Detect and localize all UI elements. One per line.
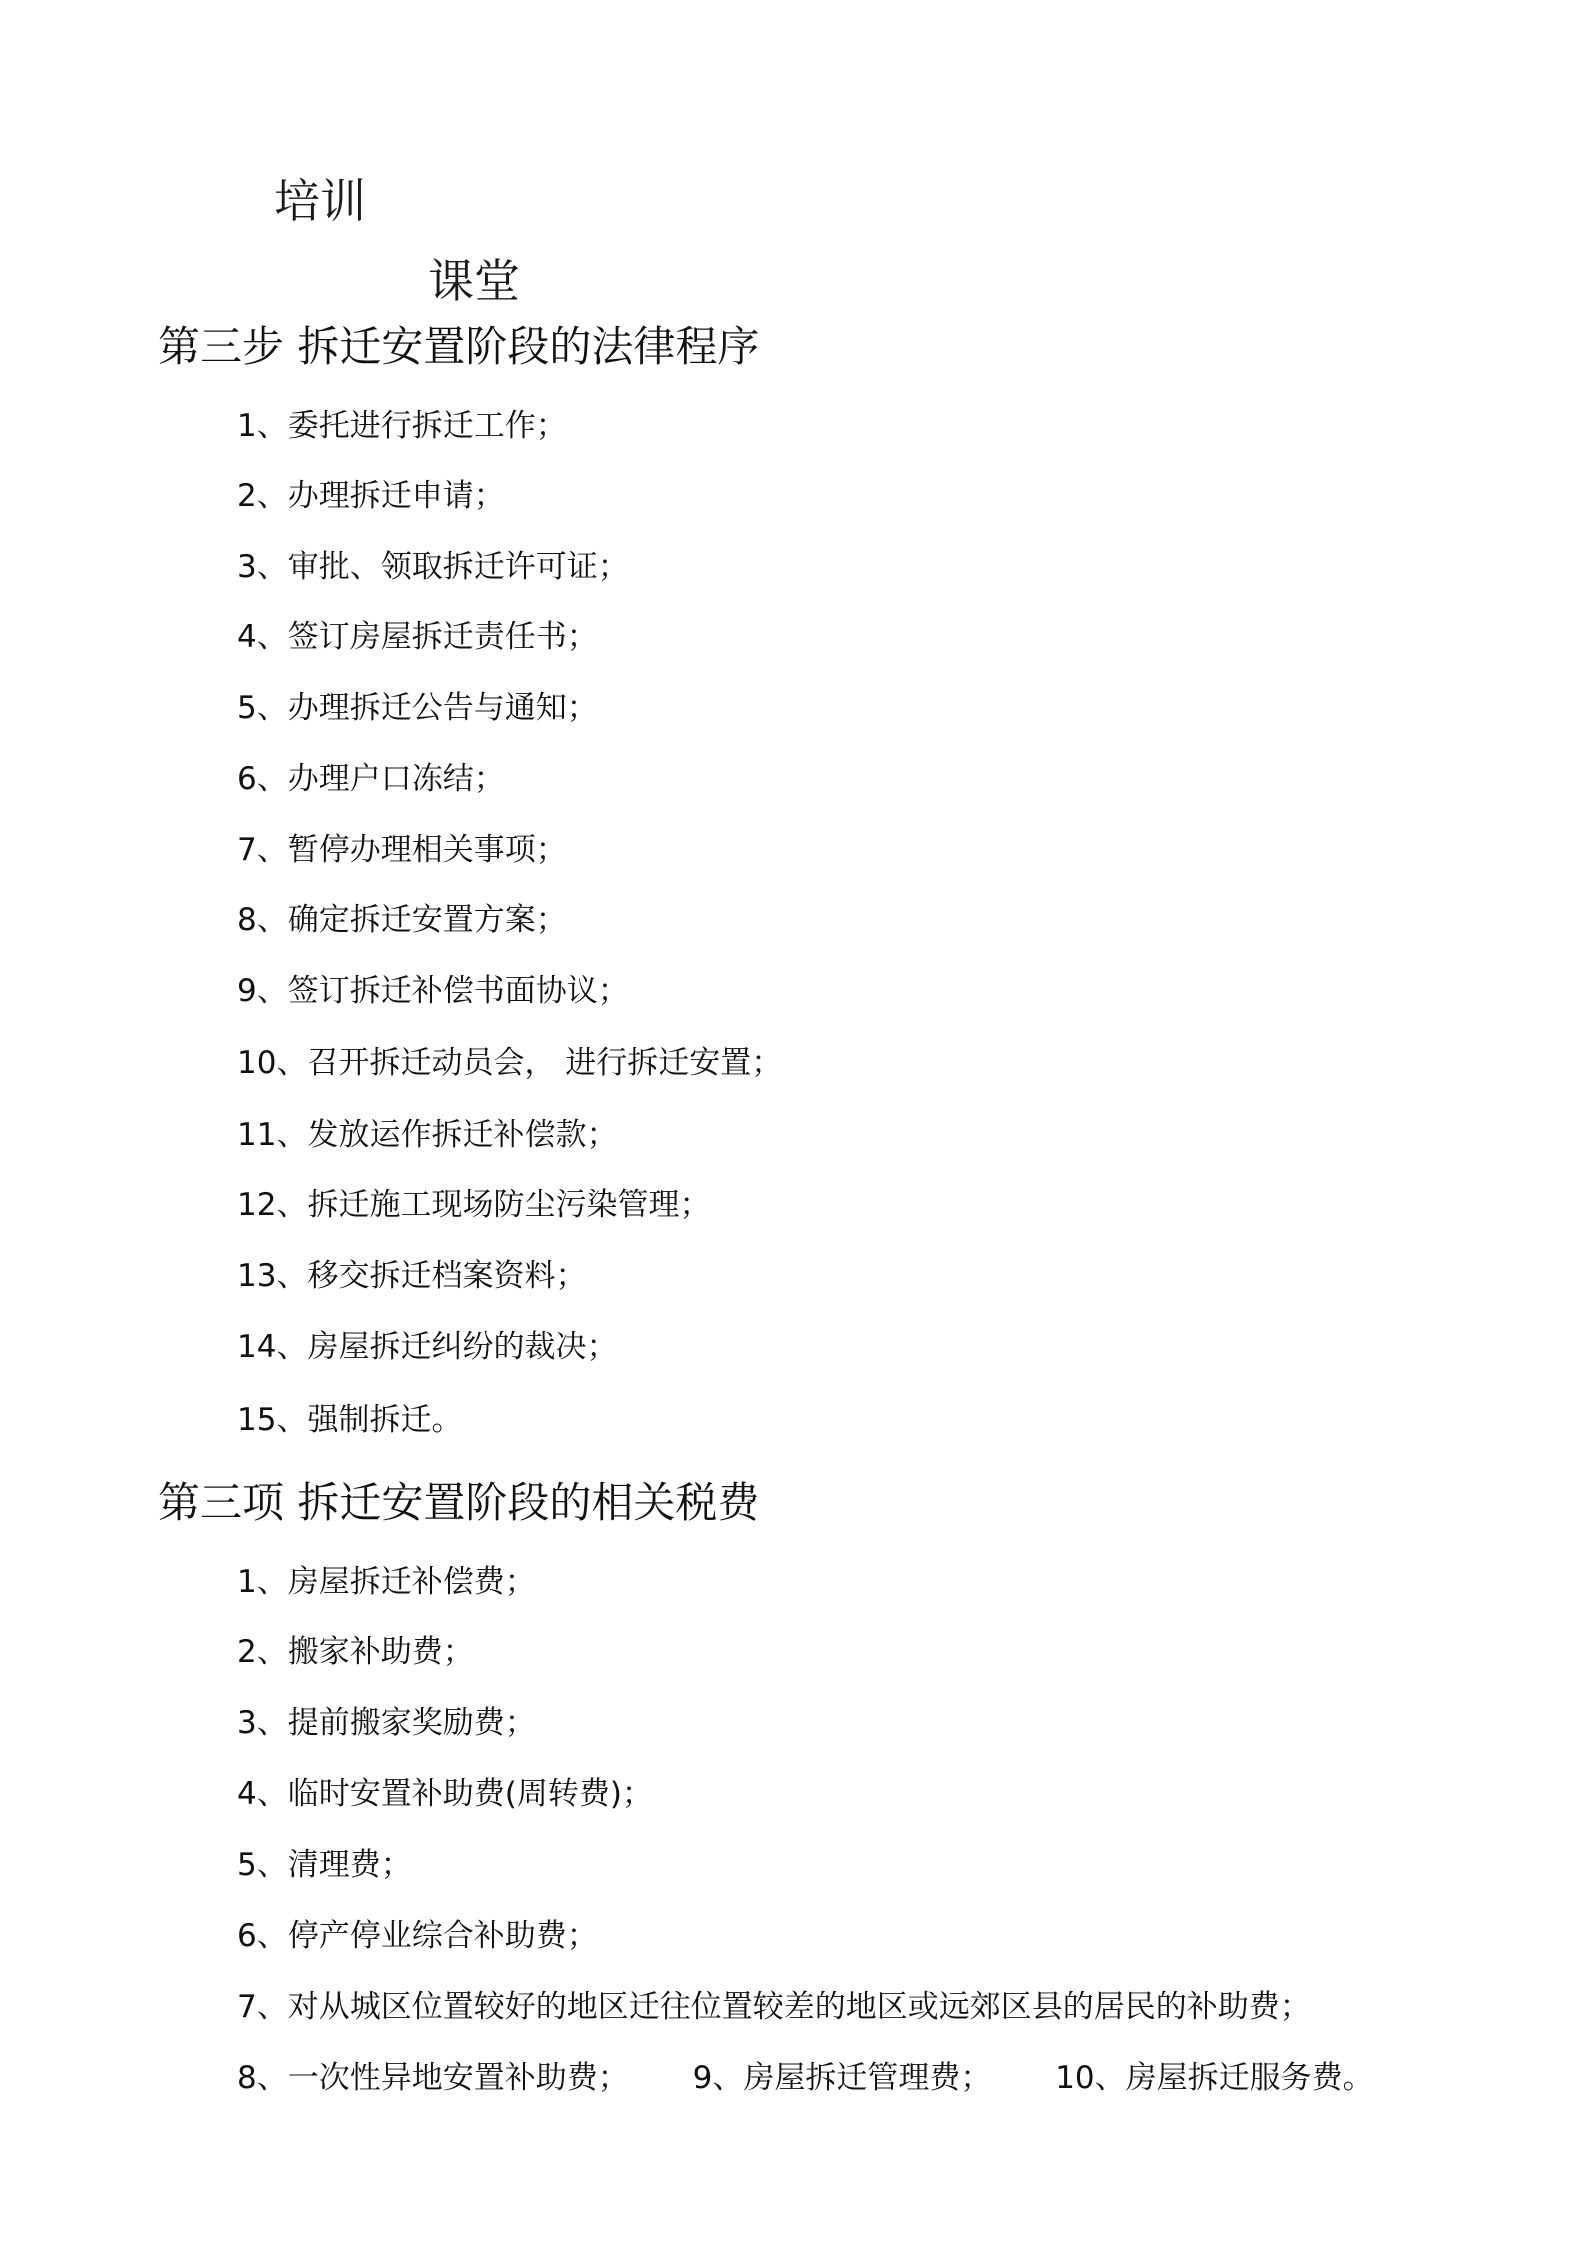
list-item: 12、拆迁施工现场防尘污染管理；	[237, 1187, 711, 1223]
list-item: 9、签订拆迁补偿书面协议；	[237, 973, 629, 1009]
list-item: 6、停产停业综合补助费；	[237, 1918, 598, 1954]
list-item: 4、签订房屋拆迁责任书；	[237, 619, 598, 655]
list-item-part: 9、房屋拆迁管理费；	[692, 2060, 992, 2096]
list-item: 3、提前搬家奖励费；	[237, 1705, 536, 1741]
section1-heading: 第三步 拆迁安置阶段的法律程序	[158, 322, 760, 371]
list-item: 7、暂停办理相关事项；	[237, 832, 567, 868]
title-line-2: 课堂	[428, 254, 520, 308]
list-item: 15、强制拆迁。	[237, 1402, 463, 1438]
list-item: 4、临时安置补助费(周转费)；	[237, 1776, 653, 1812]
list-item: 2、搬家补助费；	[237, 1634, 474, 1670]
list-item: 2、办理拆迁申请；	[237, 478, 505, 514]
list-item: 7、对从城区位置较好的地区迁往位置较差的地区或远郊区县的居民的补助费；	[237, 1989, 1311, 2025]
list-item: 13、移交拆迁档案资料；	[237, 1258, 587, 1294]
list-item: 8、确定拆迁安置方案；	[237, 902, 567, 938]
list-item: 5、办理拆迁公告与通知；	[237, 690, 598, 726]
list-item-combined	[237, 2060, 1374, 2096]
list-item: 11、发放运作拆迁补偿款；	[237, 1117, 618, 1153]
list-item: 3、审批、领取拆迁许可证；	[237, 549, 629, 585]
list-item: 1、房屋拆迁补偿费；	[237, 1564, 536, 1600]
list-item: 1、委托进行拆迁工作；	[237, 408, 567, 444]
list-item-part: 8、一次性异地安置补助费；	[237, 2060, 629, 2096]
list-item-part: 10、房屋拆迁服务费。	[1055, 2060, 1374, 2096]
list-item: 10、召开拆迁动员会， 进行拆迁安置；	[237, 1045, 783, 1081]
section2-heading: 第三项 拆迁安置阶段的相关税费	[158, 1478, 760, 1527]
list-item: 6、办理户口冻结；	[237, 761, 505, 797]
title-line-1: 培训	[274, 174, 366, 228]
list-item: 5、清理费；	[237, 1847, 412, 1883]
list-item: 14、房屋拆迁纠纷的裁决；	[237, 1329, 618, 1365]
